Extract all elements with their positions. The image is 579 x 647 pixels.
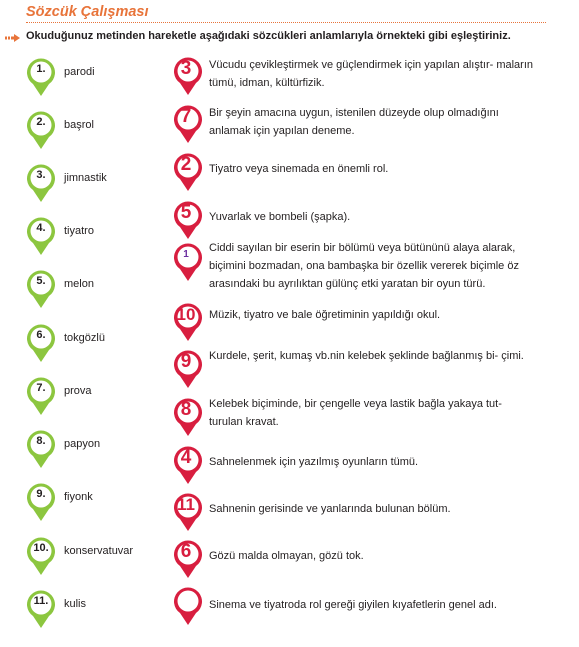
answer-badge[interactable] [171,200,205,240]
answer-number: 3 [180,58,192,79]
answer-number: 4 [180,447,192,468]
word-text: fiyonk [64,491,93,503]
answer-badge[interactable] [171,349,205,389]
word-text: konservatuvar [64,545,134,557]
word-number-badge [24,163,58,203]
definition-text: Tiyatro veya sinemada en önemli rol. [209,163,389,175]
red-pin-icon [171,586,205,626]
answer-number: 1 [183,249,189,260]
word-number: 2. [36,116,46,128]
answer-badge[interactable] [171,397,205,437]
answer-number: 11 [177,495,195,514]
word-text: melon [64,278,94,290]
definition-text: Müzik, tiyatro ve bale öğretiminin yapıldığı okul. [209,309,441,321]
word-number: 8. [36,435,46,447]
answer-badge[interactable] [171,152,205,192]
word-text: tiyatro [64,225,94,237]
word-text: başrol [64,119,94,131]
word-number: 9. [36,488,46,500]
answer-number: 8 [180,399,192,420]
word-number-badge [24,589,58,629]
answer-badge[interactable] [171,492,205,532]
word-text: kulis [64,598,87,610]
definition-text: Bir şeyin amacına uygun, istenilen düzeyde olup olmadığını anlamak için yapılan deneme. [209,107,499,137]
definition-text: Sinema ve tiyatroda rol gereği giyilen kıyafetlerin genel adı. [209,599,497,611]
answer-badge[interactable] [171,104,205,144]
arrow-right-icon [5,34,20,42]
answer-number: 7 [180,106,192,127]
word-number: 11. [33,595,49,607]
word-number-badge [24,57,58,97]
answer-badge[interactable] [171,445,205,485]
definition-text: Yuvarlak ve bombeli (şapka). [209,211,351,223]
definition-text: Ciddi sayılan bir eserin bir bölümü veya bütününü alaya alarak, biçimini bozmadan, ona bambaşka bir özellik vererek biçimle öz arasındaki bu ayrılıktan gülünç etki yaratan bir oyun türü. [209,242,519,290]
word-number: 5. [36,275,46,287]
definition-text: Kelebek biçiminde, bir çengelle veya lastik bağla yakaya tut- turulan kravat. [209,398,502,428]
word-number: 7. [36,382,46,394]
answer-number: 10 [176,305,196,324]
definition-text: Sahnelenmek için yazılmış oyunların tümü. [209,456,419,468]
answer-number: 9 [180,351,192,372]
definition-text: Kurdele, şerit, kumaş vb.nin kelebek şeklinde bağlanmış bi- çimi. [209,350,524,362]
word-number-badge [24,216,58,256]
answer-badge[interactable] [171,586,205,626]
word-number-badge [24,482,58,522]
word-text: parodi [64,66,95,78]
word-text: tokgözlü [64,332,105,344]
instruction-text: Okuduğunuz metinden hareketle aşağıdaki sözcükleri anlamlarıyla örnekteki gibi eşleştiriniz. [26,30,511,42]
answer-number: 6 [180,541,192,562]
answer-badge[interactable] [171,242,205,282]
word-number: 6. [36,329,46,341]
word-number: 10. [33,542,49,554]
answer-badge[interactable] [171,539,205,579]
word-text: prova [64,385,92,397]
word-number-badge [24,269,58,309]
word-number-badge [24,110,58,150]
answer-number: 2 [180,154,192,175]
word-number: 1. [36,63,46,75]
word-number: 4. [36,222,46,234]
word-number-badge [24,323,58,363]
word-number-badge [24,429,58,469]
definition-text: Gözü malda olmayan, gözü tok. [209,550,364,562]
answer-number: 5 [180,202,192,223]
title-divider [26,22,546,23]
word-number-badge [24,536,58,576]
word-text: papyon [64,438,101,450]
definition-text: Vücudu çevikleştirmek ve güçlendirmek için yapılan alıştır- maların tümü, idman, kültürfizik. [209,59,534,89]
answer-badge[interactable] [171,56,205,96]
word-number-badge [24,376,58,416]
word-number: 3. [36,169,46,181]
page-title: Sözcük Çalışması [26,4,149,20]
definition-text: Sahnenin gerisinde ve yanlarında bulunan bölüm. [209,503,451,515]
answer-badge[interactable] [171,302,205,342]
word-text: jimnastik [64,172,107,184]
